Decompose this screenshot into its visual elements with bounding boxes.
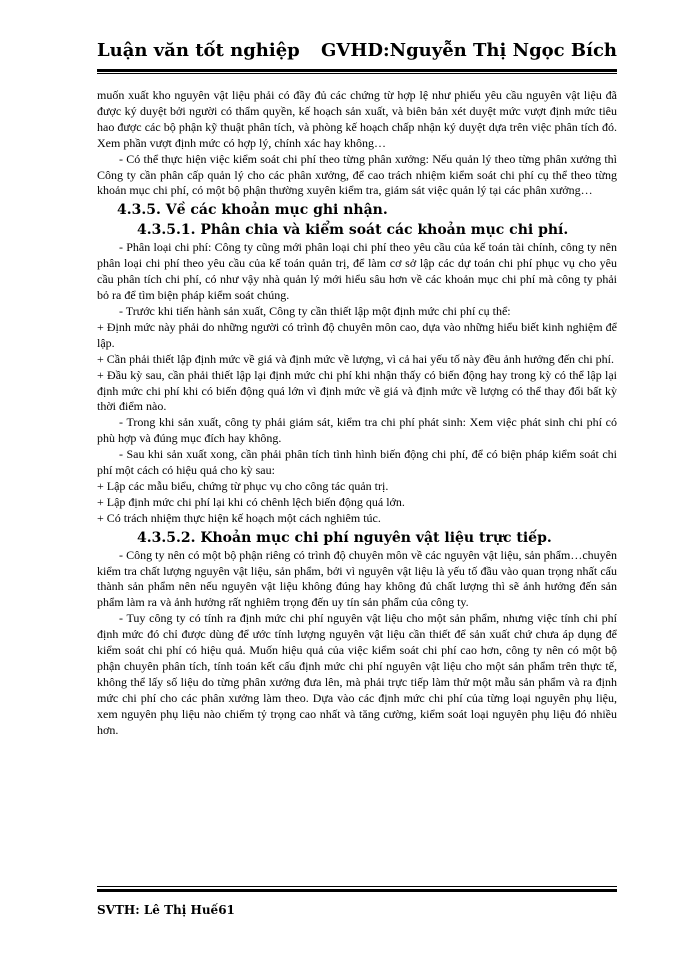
footer-divider-thick <box>97 889 617 892</box>
footer-divider-thin <box>97 886 617 887</box>
header-divider-thick <box>97 69 617 72</box>
bullet-item: + Đầu kỳ sau, cần phải thiết lập lại định mức chi phí khi nhận thấy có biến động hay trong kỳ có thể lập lại định mức chi phí khi có biến động quá lớn vì định mức về giá và định mức về lượng có thể thay đổi bất kỳ thời điểm nào. <box>97 367 617 414</box>
bullet-item: + Lập định mức chi phí lại khi có chênh lệch biến động quá lớn. <box>97 494 405 509</box>
bullet-item: + Cần phải thiết lập định mức về giá và định mức về lượng, vì cả hai yếu tố này đều ảnh hưởng đến chi phí. <box>97 351 615 366</box>
bullet-item: + Lập các mẫu biểu, chứng từ phục vụ cho công tác quản trị. <box>97 478 389 493</box>
paragraph: - Có thể thực hiện việc kiểm soát chi phí theo từng phân xưởng: Nếu quản lý theo từng phân xưởng thì Công ty cần phân cấp quản lý cho các phân xưởng, để cao trách nhiệm kiểm soát chi phí cụ thể theo từng khoản mục chi phí, có một bộ phận thường xuyên kiểm tra, giám sát việc quản lý tại các phân xưởng… <box>97 151 617 198</box>
advisor-name: GVHD:Nguyễn Thị Ngọc Bích <box>321 40 617 61</box>
subsection-heading: 4.3.5.2. Khoản mục chi phí nguyên vật liệu trực tiếp. <box>137 529 552 546</box>
header-divider-thin <box>97 73 617 74</box>
paragraph: - Công ty nên có một bộ phận riêng có trình độ chuyên môn về các nguyên vật liệu, sản phẩm…chuyên kiểm tra chất lượng nguyên vật liệu, sản phẩm, bởi vì nguyên vật liệu là yếu tố đầu vào quan trọng nhất cấu thành sản phẩm nên nếu nguyên vật liệu không đúng hay không đủ chất lượng thì sẽ ảnh hưởng đến sản phẩm làm ra và ảnh hưởng rất nghiêm trọng đến uy tín sản phẩm của công ty. <box>97 547 617 610</box>
subsection-heading: 4.3.5.1. Phân chia và kiểm soát các khoản mục chi phí. <box>137 222 569 239</box>
bullet-item: + Có trách nhiệm thực hiện kế hoạch một cách nghiêm túc. <box>97 510 381 525</box>
page-header <box>97 38 617 68</box>
paragraph: - Sau khi sản xuất xong, cần phải phân tích tình hình biến động chi phí, để có biện pháp kiểm soát chi phí một cách có hiệu quả cho kỳ sau: <box>97 447 617 478</box>
document-body <box>97 88 617 739</box>
thesis-title: Luận văn tốt nghiệp <box>97 40 300 61</box>
paragraph: muốn xuất kho nguyên vật liệu phải có đầy đủ các chứng từ hợp lệ như phiếu yêu cầu nguyên vật liệu đã được ký duyệt bởi người có thẩm quyền, kế hoạch sản xuất, và biên bản xét duyệt mức vượt định mức tiêu hao được các bộ phận kỹ thuật phân tích, và phòng kế hoạch chấp nhận ký duyệt dựa trên việc phân tích đó. Xem phần vượt định mức có hợp lý, chính xác hay không… <box>97 88 617 150</box>
page-footer: SVTH: Lê Thị Huế61 <box>97 903 235 917</box>
paragraph: - Phân loại chi phí: Công ty cũng mới phân loại chi phí theo yêu cầu của kế toán tài chính, công ty nên phân loại chi phí theo yêu cầu của kế toán quản trị, để làm cơ sở lập các dự toán chi phí phục vụ cho yêu cầu phân tích chi phí, có như vậy nhà quản lý mới hiểu sâu hơn về các khoản mục chi phí mà công ty phải bỏ ra để tìm biện pháp kiểm soát chúng. <box>97 240 617 303</box>
paragraph: - Tuy công ty có tính ra định mức chi phí nguyên vật liệu cho một sản phẩm, nhưng việc tính chi phí định mức đó chỉ được dùng để ước tính lượng nguyên vật liệu cần thiết để sản xuất chứ chưa áp dụng để kiểm soát chi phí có hiệu quả. Muốn hiệu quả của việc kiểm soát chi phí cao hơn, công ty nên có một bộ phận chuyên phân tích, tính toán kết cấu định mức chi phí nguyên vật liệu cho một sản phẩm trên thực tế, không thể lấy số liệu do từng phân xưởng đưa lên, mà phải trực tiếp làm thử một mẫu sản phẩm và ra định mức chi phí cho các phân xưởng làm theo. Dựa vào các định mức chi phí của từng loại nguyên phụ liệu, xem nguyên phụ liệu nào chiếm tỷ trọng cao nhất và tăng cường, kiểm soát loại nguyên phụ liệu đó nhiều hơn. <box>97 611 617 737</box>
paragraph: - Trong khi sản xuất, công ty phải giám sát, kiểm tra chi phí phát sinh: Xem việc phát sinh chi phí có phù hợp và đúng mục đích hay không. <box>97 415 617 446</box>
bullet-item: + Định mức này phải do những người có trình độ chuyên môn cao, dựa vào những hiểu biết kinh nghiệm để lập. <box>97 319 617 350</box>
paragraph: - Trước khi tiến hành sản xuất, Công ty cần thiết lập một định mức chi phí cụ thể: <box>119 303 511 318</box>
section-heading: 4.3.5. Về các khoản mục ghi nhận. <box>117 202 388 219</box>
